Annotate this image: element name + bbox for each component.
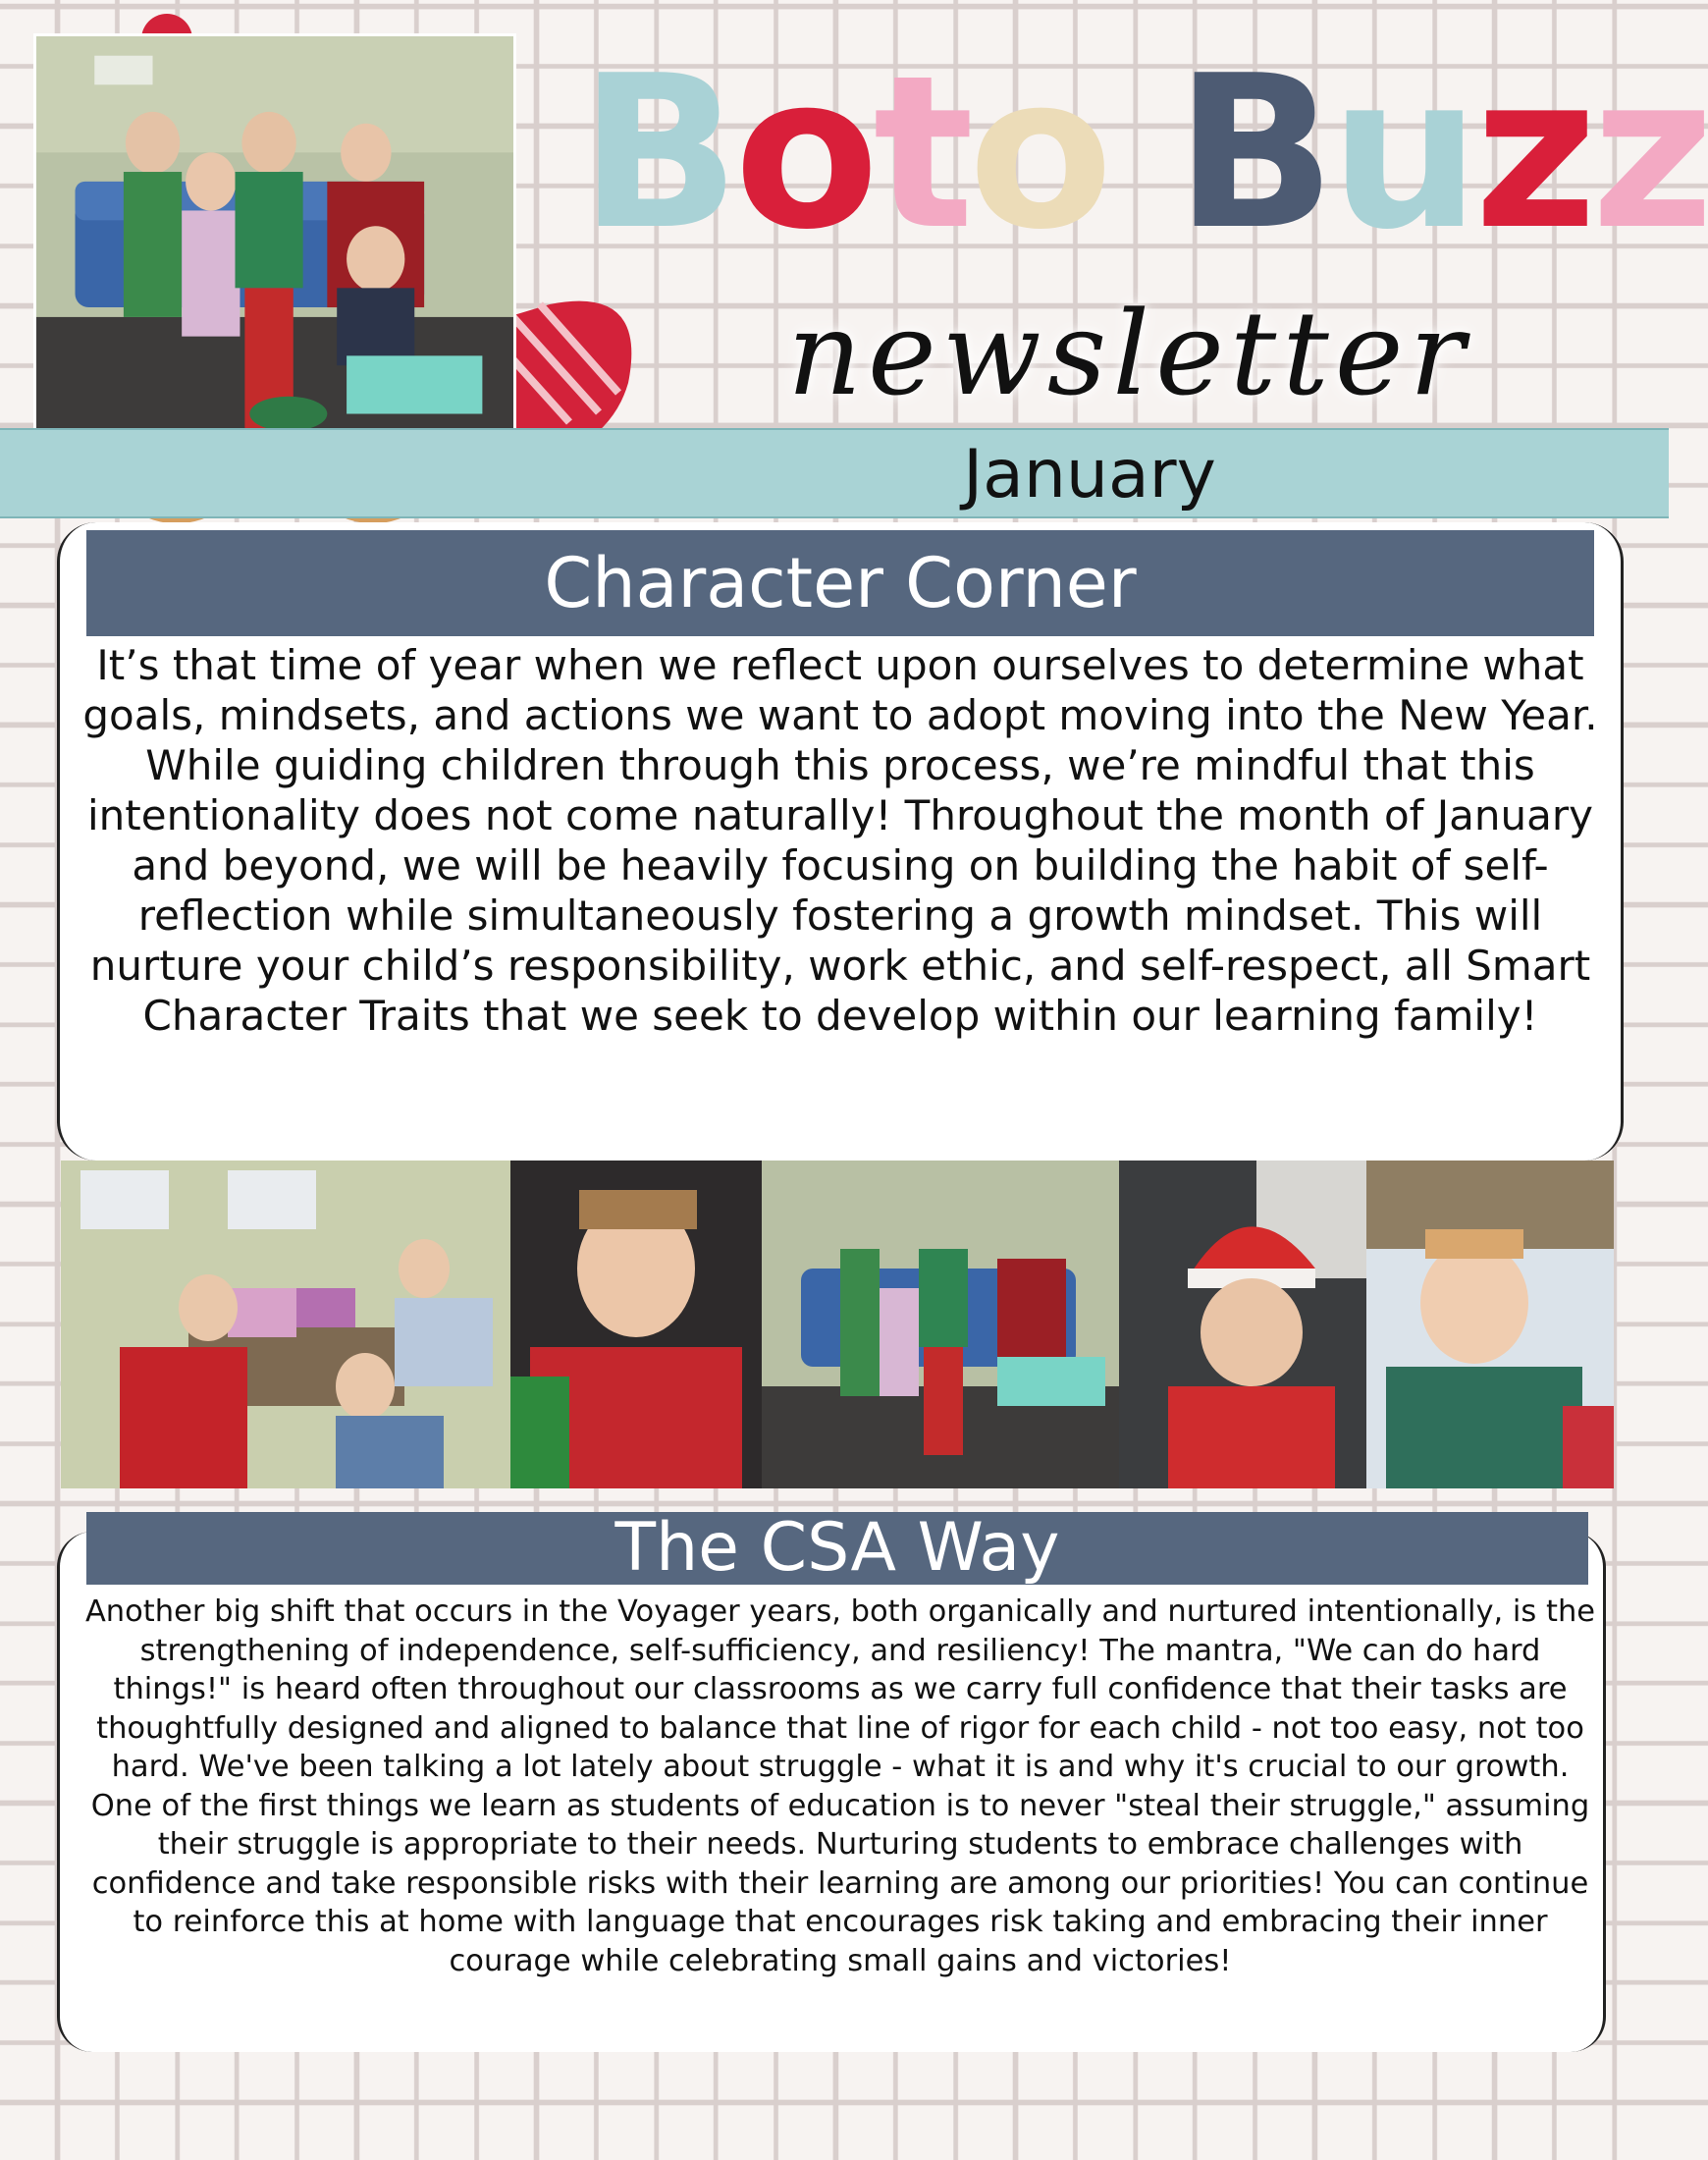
newsletter-subtitle: newsletter: [786, 286, 1471, 421]
csa-way-heading: The CSA Way: [86, 1512, 1588, 1585]
title-letter: t: [873, 28, 969, 276]
title-letter: B: [1174, 28, 1330, 276]
newsletter-title: [579, 28, 1708, 276]
photo-strip: [61, 1161, 1614, 1488]
csa-way-text: Another big shift that occurs in the Voyager years, both organically and nurtured intentionally, is the strengthening of independence, self-sufficiency, and resiliency! The mantra, "We can do hard things!" is heard often throughout our classrooms as we carry full confidence that their tasks are thoughtfully designed and aligned to balance that line of rigor for each child - not too easy, not too hard. We've been talking a lot lately about struggle - what it is and why it's crucial to our growth. One of the first things we learn as students of education is to never "steal their struggle," assuming their struggle is appropriate to their needs. Nurturing students to embrace challenges with confidence and take responsible risks with their learning are among our priorities! You can continue to reinforce this at home with language that encourages risk taking and embracing their inner courage while celebrating small gains and victories!: [84, 1594, 1596, 1978]
character-corner-text: It’s that time of year when we reflect upon ourselves to determine what goals, mindsets, and actions we want to adopt moving into the New Year. While guiding children through this process, we’re mindful that this intentionality does not come naturally! Throughout the month of January and beyond, we will be heavily focusing on building the habit of self-reflection while simultaneously fostering a growth mindset. This will nurture your child’s responsibility, work ethic, and self-respect, all Smart Character Traits that we seek to develop within our learning family!: [82, 641, 1598, 1040]
title-letter: [1107, 47, 1175, 258]
photo-santa-hat: [1119, 1161, 1366, 1488]
title-letter: z: [1591, 28, 1708, 276]
title-letter: u: [1329, 28, 1474, 276]
title-letter: o: [968, 28, 1108, 276]
title-letter: B: [579, 28, 734, 276]
photo-game-table: [61, 1161, 510, 1488]
photo-girl-green-sweater: [1366, 1161, 1614, 1488]
month-band: [0, 428, 1669, 518]
title-letter: o: [733, 28, 874, 276]
character-corner-heading: Character Corner: [86, 530, 1594, 636]
photo-pajama-group: [762, 1161, 1119, 1488]
month-label: January: [963, 436, 1216, 513]
title-letter: z: [1473, 28, 1592, 276]
photo-boy-sweater: [510, 1161, 762, 1488]
header-class-photo: [33, 33, 516, 452]
